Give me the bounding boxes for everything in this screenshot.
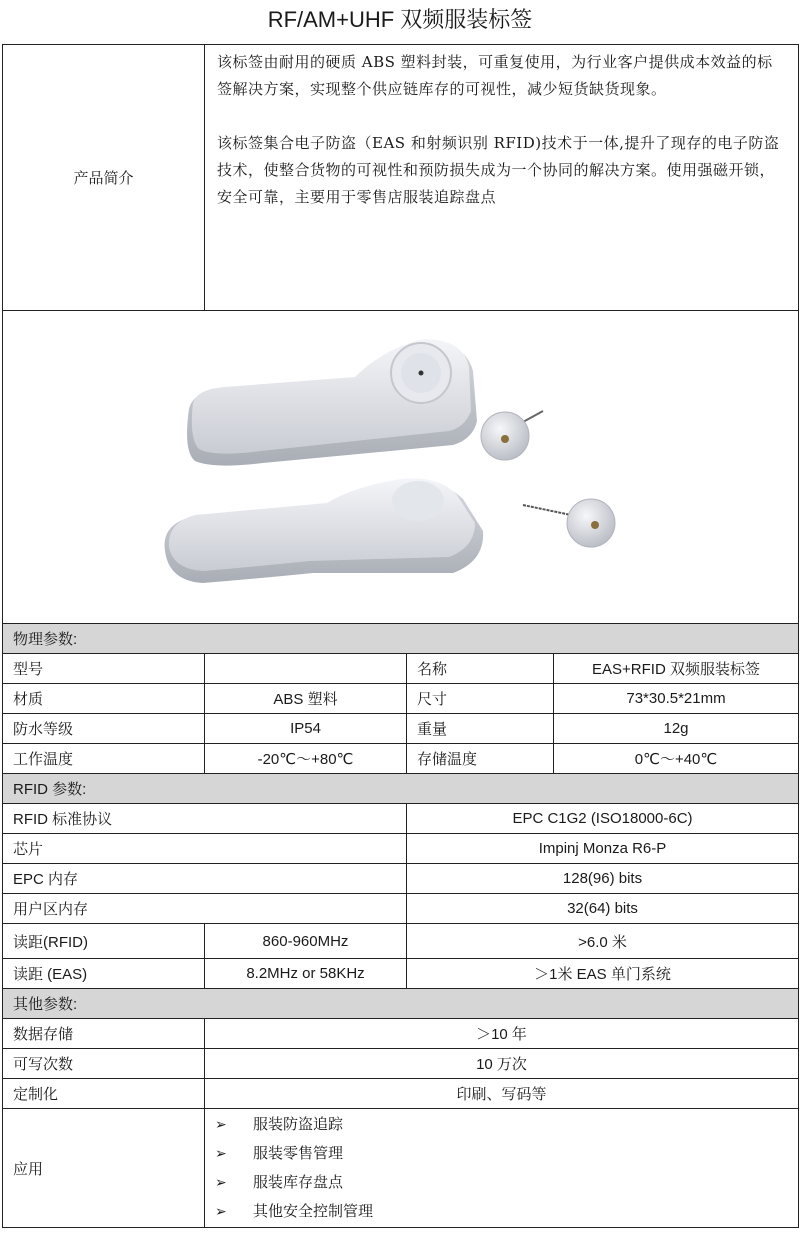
list-item: ➢ 其他安全控制管理 (205, 1197, 798, 1226)
intro-row (3, 45, 799, 311)
upper-tag (187, 339, 477, 466)
table-row: EPC 内存 128(96) bits (3, 864, 799, 894)
pin-lower (523, 499, 615, 547)
table-row: 芯片 Impinj Monza R6-P (3, 834, 799, 864)
table-row: 定制化 印刷、写码等 (3, 1079, 799, 1109)
table-row: 用户区内存 32(64) bits (3, 894, 799, 924)
list-item: ➢ 服装防盗追踪 (205, 1110, 798, 1139)
arrow-bullet-icon: ➢ (215, 1203, 227, 1219)
spec-table (2, 44, 799, 1228)
table-row: 防水等级 IP54 重量 12g (3, 714, 799, 744)
intro-paragraph-2: 该标签集合电子防盗（EAS 和射频识别 RFID)技术于一体,提升了现存的电子防盗技术，使整合货物的可视性和预防损失成为一个协同的解决方案。使用强磁开锁，安全可靠，主要用于零售店服装追踪盘点 (217, 134, 780, 206)
table-row: 可写次数 10 万次 (3, 1049, 799, 1079)
list-item: ➢ 服装库存盘点 (205, 1168, 798, 1197)
intro-text (205, 45, 799, 311)
arrow-bullet-icon: ➢ (215, 1174, 227, 1190)
physical-section-header: 物理参数: (3, 624, 799, 654)
page-title: RF/AM+UHF 双频服装标签 (267, 7, 533, 32)
applications-label: 应用 (3, 1109, 205, 1228)
table-row: 数据存储 ＞10 年 (3, 1019, 799, 1049)
arrow-bullet-icon: ➢ (215, 1145, 227, 1161)
intro-paragraph-1: 该标签由耐用的硬质 ABS 塑料封装，可重复使用，为行业客户提供成本效益的标签解决方案，实现整个供应链库存的可视性，减少短货缺货现象。 (217, 53, 773, 98)
intro-label: 产品简介 (3, 45, 205, 311)
table-row: 读距 (EAS) 8.2MHz or 58KHz ＞1米 EAS 单门系统 (3, 959, 799, 989)
other-section-header: 其他参数: (3, 989, 799, 1019)
lower-tag (165, 478, 484, 583)
applications-list-cell (205, 1109, 799, 1228)
tag-illustration (3, 311, 799, 623)
list-item: ➢ 服装零售管理 (205, 1139, 798, 1168)
rfid-section-header: RFID 参数: (3, 774, 799, 804)
applications-row (3, 1109, 799, 1228)
applications-list (205, 1110, 798, 1226)
product-photo (3, 311, 799, 624)
table-row: RFID 标准协议 EPC C1G2 (ISO18000-6C) (3, 804, 799, 834)
pin-upper (481, 411, 543, 460)
photo-row (3, 311, 799, 624)
table-row: 材质 ABS 塑料 尺寸 73*30.5*21mm (3, 684, 799, 714)
arrow-bullet-icon: ➢ (215, 1116, 227, 1132)
table-row: 型号 名称 EAS+RFID 双频服装标签 (3, 654, 799, 684)
table-row: 工作温度 -20℃～+80℃ 存储温度 0℃～+40℃ (3, 744, 799, 774)
table-row: 读距(RFID) 860-960MHz >6.0 米 (3, 924, 799, 959)
